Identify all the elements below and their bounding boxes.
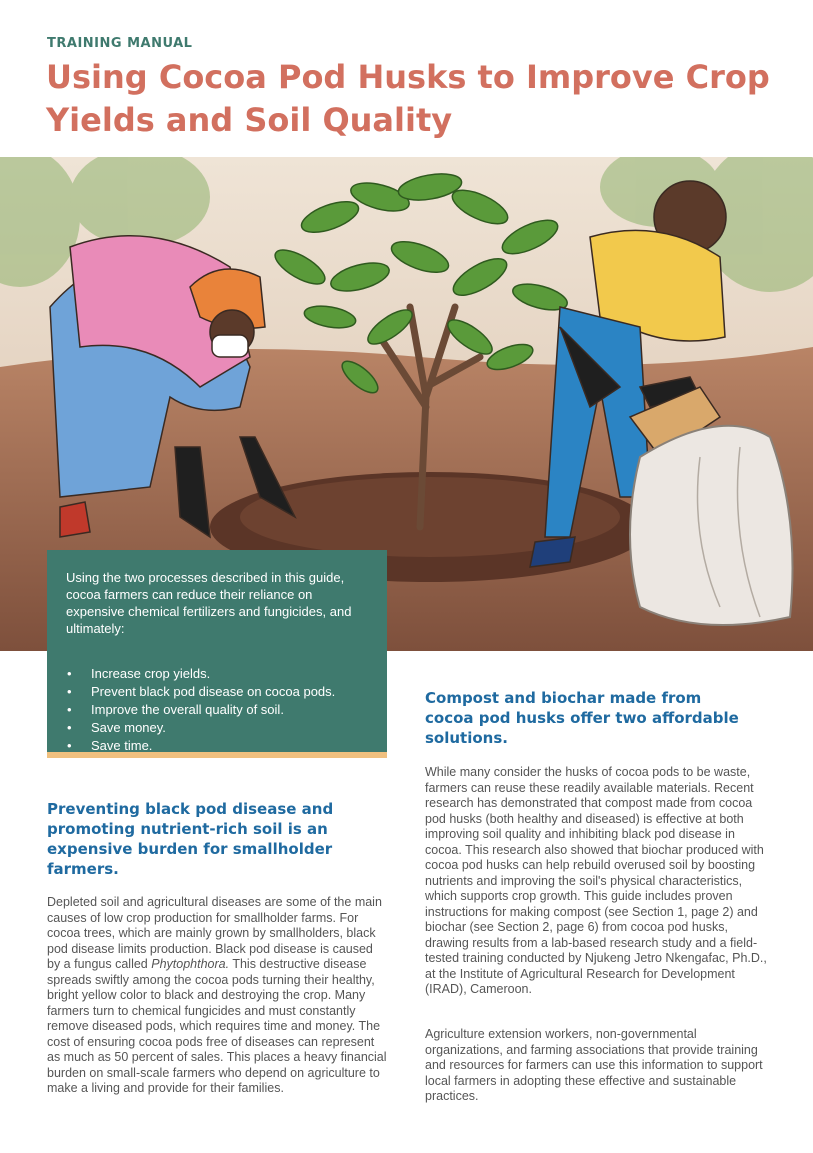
right-section-paragraph-1: While many consider the husks of cocoa pods to be waste, farmers can reuse these readily available materials. Recent research has demonstrated that compost made from cocoa pod husks (both healthy and diseased) is effective at both improving soil quality and inhibiting black pod disease in cocoa. This research also showed that biochar produced with cocoa pod husks can help rebuild overused soil by boosting nutrients and improving the soil's physical characteristics, which supports crop growth. This guide includes proven instructions for making compost (see Section 1, page 2) and biochar (see Section 2, page 6) from cocoa pod husks, drawing results from a lab-based research study and a field-tested training conducted by Njukeng Jetro Nkengafac, Ph.D., at the Institute of Agricultural Research for Development (IRAD), Cameroon. bbox=[425, 765, 767, 996]
bullet-icon: • bbox=[67, 684, 72, 699]
list-item: • Save money. bbox=[67, 720, 166, 735]
sack bbox=[630, 426, 793, 625]
italic-term: Phytophthora. bbox=[151, 957, 230, 971]
left-section-paragraph: Depleted soil and agricultural diseases are some of the main causes of low crop production for smallholder farms. For cocoa trees, which are mainly grown by smallholders, black pod disease limits production. Black pod disease is caused by a fungus called Phytophthora. This destructive disease spreads swiftly among the cocoa pods turning their healthy, bright yellow color to black and destroying the crop. Many farmers turn to chemical fungicides and must constantly remove diseased pods, which requires time and money. The cost of ensuring cocoa pods free of diseases can represent as much as 50 percent of sales. This places a heavy financial burden on small-scale farmers who depend on agriculture to make a living and provide for their families. bbox=[47, 895, 387, 1095]
right-section-heading: Compost and biochar made from cocoa pod husks offer two affordable solutions. bbox=[425, 689, 739, 747]
left-section-heading: Preventing black pod disease and promoting nutrient-rich soil is an expensive burden for smallholder farmers. bbox=[47, 800, 334, 878]
key-benefits-callout bbox=[47, 550, 387, 758]
list-item: • Prevent black pod disease on cocoa pods. bbox=[67, 684, 336, 699]
list-item: • Improve the overall quality of soil. bbox=[67, 702, 284, 717]
bullet-icon: • bbox=[67, 666, 72, 681]
bullet-icon: • bbox=[67, 738, 72, 753]
document-kicker: TRAINING MANUAL bbox=[47, 36, 193, 51]
callout-intro: Using the two processes described in this guide, cocoa farmers can reduce their reliance on expensive chemical fertilizers and fungicides, and ultimately: bbox=[66, 570, 352, 636]
list-item: • Increase crop yields. bbox=[67, 666, 211, 681]
bullet-icon: • bbox=[67, 720, 72, 735]
document-title: Using Cocoa Pod Husks to Improve Crop Yields and Soil Quality bbox=[46, 58, 770, 139]
benefits-list bbox=[66, 665, 369, 755]
right-section-paragraph-2: Agriculture extension workers, non-governmental organizations, and farming associations that provide training and resources for farmers can use this information to support local farmers in adopting these effective and sustainable practices. bbox=[425, 1027, 763, 1103]
bullet-icon: • bbox=[67, 702, 72, 717]
list-item: • Save time. bbox=[67, 738, 153, 753]
